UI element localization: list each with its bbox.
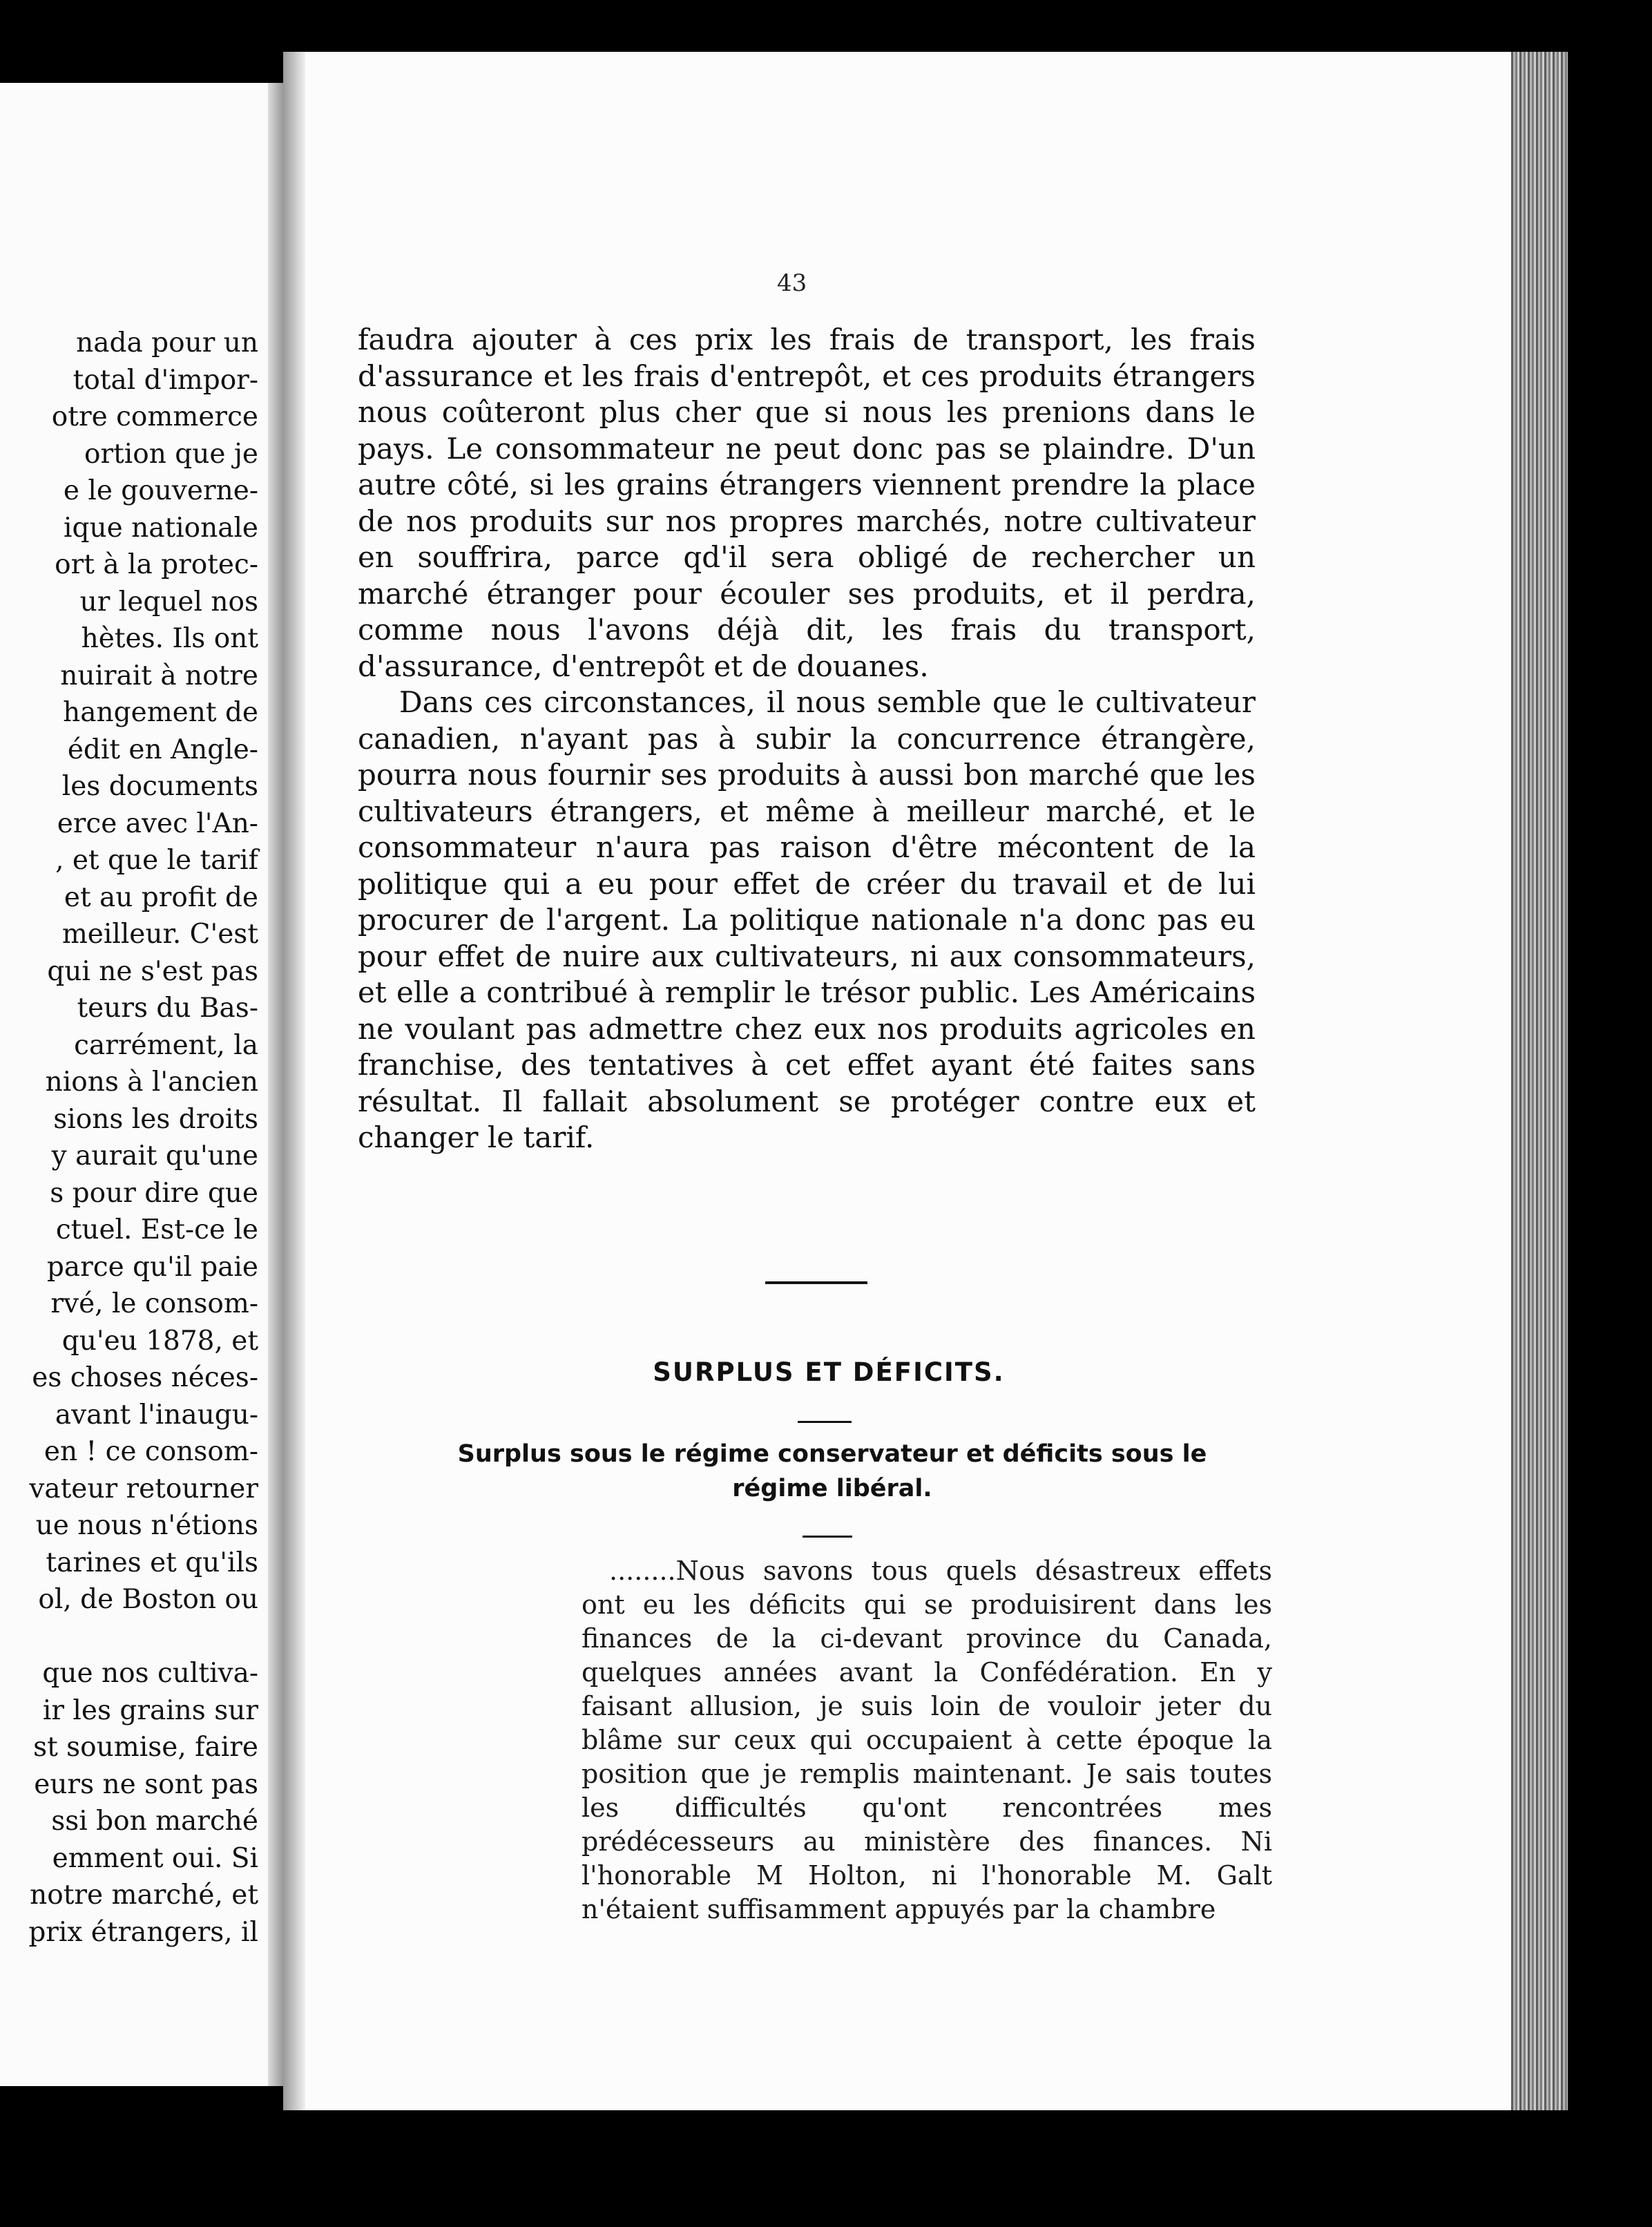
heading-rule: [798, 1421, 852, 1423]
left-page-line: ol, de Boston ou: [38, 1584, 258, 1615]
inner-gutter-shadow: [283, 52, 305, 2110]
left-page-line: qui ne s'est pas: [47, 955, 258, 987]
left-page-line: , et que le tarif: [55, 845, 258, 876]
left-page-line: les documents: [61, 771, 258, 802]
left-page-line: hangement de: [63, 697, 258, 728]
left-page-line: y aurait qu'une: [51, 1140, 258, 1172]
left-page-text: [0, 325, 258, 1951]
left-page-line: teurs du Bas-: [77, 993, 258, 1024]
left-page-line: hètes. Ils ont: [81, 623, 258, 654]
left-page-line: otre commerce: [51, 401, 258, 432]
subheading-rule: [803, 1536, 852, 1538]
left-page-line: erce avec l'An-: [57, 807, 258, 839]
left-page-line: parce qu'il paie: [46, 1251, 258, 1283]
left-page-line: ssi bon marché: [51, 1806, 258, 1837]
left-page-line: que nos cultiva-: [42, 1658, 258, 1689]
left-page-gap: [0, 1618, 258, 1656]
left-page-line: nions à l'ancien: [45, 1067, 258, 1098]
left-page-line: nuirait à notre: [60, 660, 258, 691]
paragraph-2: Dans ces circonstances, il nous semble que le cultivateur canadien, n'ayant pas à subir la concurrence étrangère, pourra nous fournir ses produits à aussi bon marché que les cultivateurs étrangers, et même à meilleur marché, et le consommateur n'aura pas raison d'être mécontent de la politique qui a eu pour effet de créer du travail et de lui procurer de l'argent. La politique nationale n'a donc pas eu pour effet de nuire aux cultivateurs, ni aux consommateurs, et elle a contribué à remplir le trésor public. Les Américains ne voulant pas admettre chez eux nos produits agricoles en franchise, des tentatives à cet effet ayant été faites sans résultat. Il fallait absolument se protéger contre eux et changer le tarif.: [358, 685, 1256, 1154]
left-page-line: prix étrangers, il: [28, 1916, 258, 1948]
left-page-line: ur lequel nos: [79, 586, 258, 618]
left-page-line: ortion que je: [84, 438, 258, 470]
left-page-line: meilleur. C'est: [61, 919, 258, 950]
left-page-line: ique nationale: [64, 512, 258, 544]
left-page-line: édit en Angle-: [67, 734, 258, 765]
paragraph-1: faudra ajouter à ces prix les frais de transport, les frais d'assurance et les frais d'entrepôt, et ces produits étrangers nous coûteront plus cher que si nous les prenions dans le pays. Le consommateur ne peut donc pas se plaindre. D'un autre côté, si les grains étrangers viennent prendre la place de nos produits sur nos propres marchés, notre cultivateur en souffrira, parce qd'il sera obligé de rechercher un marché étranger pour écouler ses produits, et il perdra, comme nous l'avons déjà dit, les frais du transport, d'assurance, d'entrepôt et de douanes.: [358, 323, 1256, 683]
section-subheading: Surplus sous le régime conservateur et déficits sous le régime libéral.: [457, 1440, 1207, 1502]
left-page-line: total d'impor-: [73, 364, 258, 396]
left-page-line: tarines et qu'ils: [46, 1547, 258, 1578]
left-page-line: emment oui. Si: [52, 1842, 258, 1874]
left-page-line: notre marché, et: [30, 1880, 258, 1911]
left-page-line: en ! ce consom-: [44, 1436, 258, 1467]
left-page-line: qu'eu 1878, et: [61, 1325, 258, 1357]
left-page-line: e le gouverne-: [63, 475, 258, 506]
quote-paragraph: ........Nous savons tous quels désastreux effets ont eu les déficits qui se produisirent dans les finances de la ci-devant province du Canada, quelques années avant la Confédération. En y faisant allusion, je suis loin de vouloir jeter du blâme sur ceux qui occupaient à cette époque la position que je remplis maintenant. Je sais toutes les difficultés qu'ont rencontrées mes prédécesseurs au ministère des finances. Ni l'honorable M Holton, ni l'honorable M. Galt n'étaient suffisamment appuyés par la chambre: [582, 1556, 1272, 1924]
left-page: [0, 83, 283, 2086]
body-text: [358, 322, 1256, 1156]
left-page-line: s pour dire que: [50, 1177, 258, 1209]
page-edge-stack: [1511, 52, 1568, 2110]
left-page-line: sions les droits: [53, 1103, 258, 1135]
page-number: 43: [777, 269, 807, 297]
left-page-line: es choses néces-: [32, 1362, 258, 1393]
left-page-line: st soumise, faire: [33, 1732, 258, 1763]
left-page-line: ort à la protec-: [55, 549, 258, 580]
left-page-line: avant l'inaugu-: [55, 1399, 258, 1431]
left-page-line: eurs ne sont pas: [34, 1768, 258, 1800]
gutter-shadow: [268, 83, 283, 2086]
left-page-line: ue nous n'étions: [35, 1510, 258, 1541]
left-page-line: rvé, le consom-: [50, 1288, 258, 1319]
left-page-line: nada pour un: [76, 327, 258, 359]
left-page-line: ctuel. Est-ce le: [55, 1214, 258, 1245]
quoted-passage: [582, 1554, 1272, 1927]
left-page-line: ir les grains sur: [42, 1694, 258, 1726]
left-page-line: vateur retourner: [29, 1473, 258, 1504]
left-page-line: et au profit de: [64, 881, 258, 913]
left-page-line: carrément, la: [74, 1029, 258, 1061]
section-heading: SURPLUS ET DÉFICITS.: [653, 1357, 1005, 1387]
section-divider-rule: [765, 1281, 867, 1284]
